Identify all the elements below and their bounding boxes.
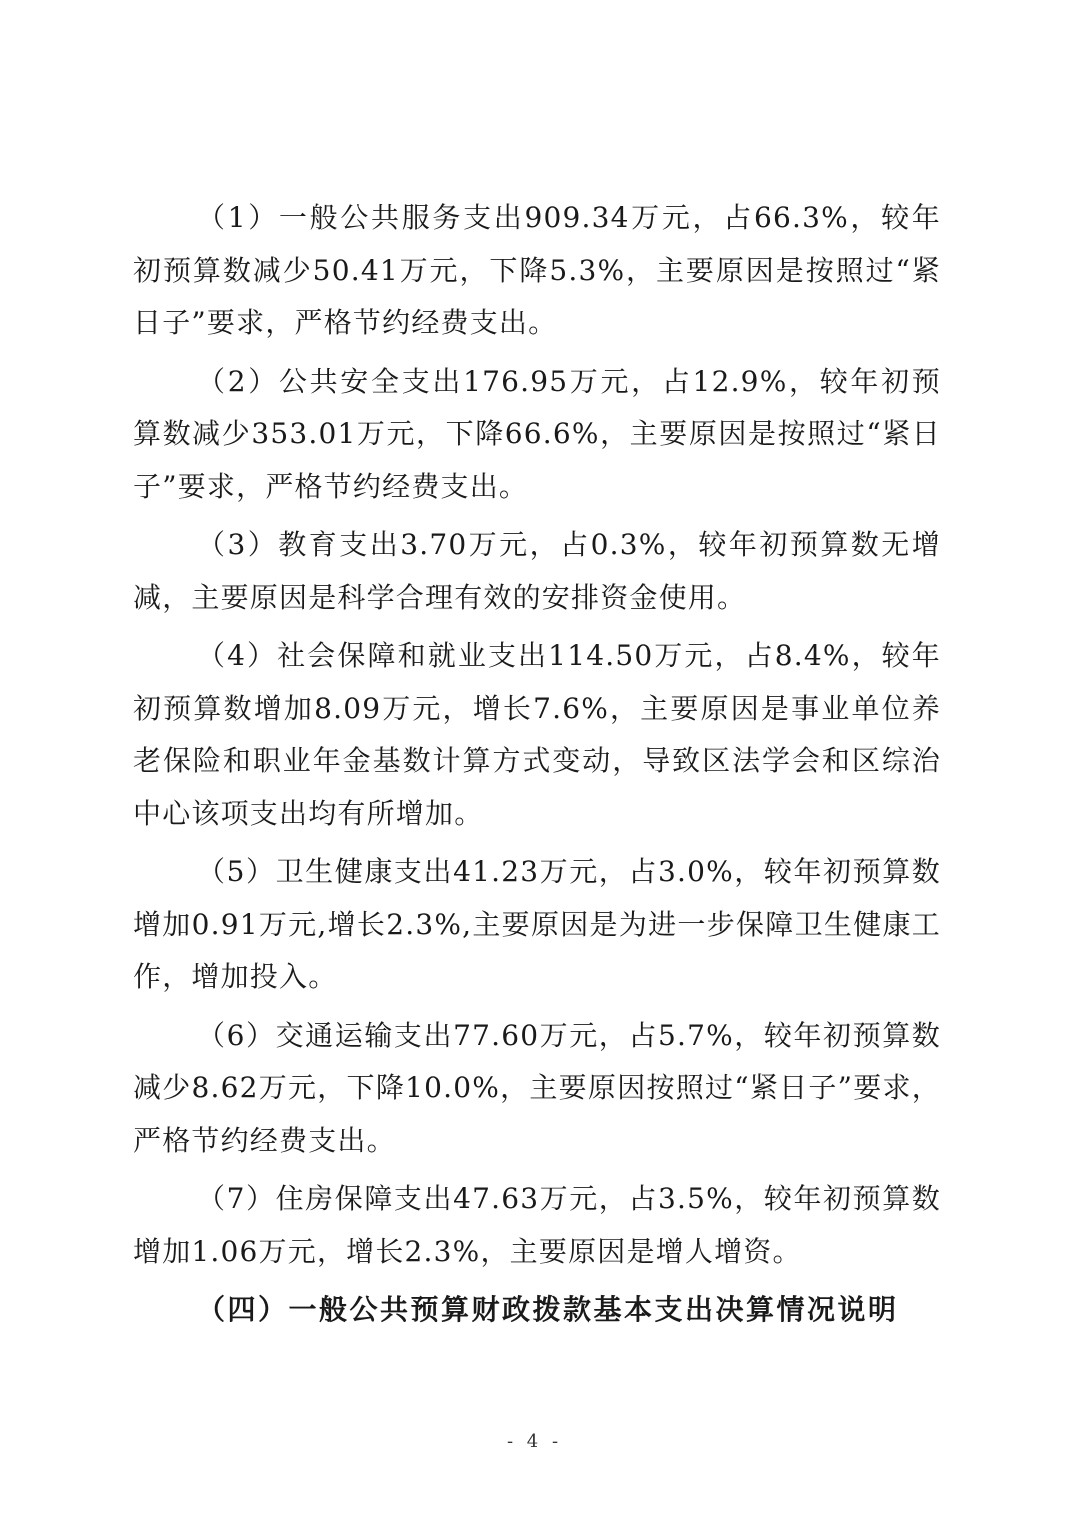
- section-heading: （四）一般公共预算财政拨款基本支出决算情况说明: [197, 1293, 899, 1326]
- paragraph-health: （5）卫生健康支出41.23万元，占3.0%，较年初预算数增加0.91万元,增长2.3%,主要原因是为进一步保障卫生健康工作，增加投入。: [133, 855, 941, 993]
- document-body: [133, 192, 941, 1337]
- paragraph-general-public-services: （1）一般公共服务支出909.34万元，占66.3%，较年初预算数减少50.41万元，下降5.3%，主要原因是按照过“紧日子”要求，严格节约经费支出。: [133, 201, 941, 339]
- page-number: - 4 -: [506, 1431, 563, 1452]
- paragraph-housing: （7）住房保障支出47.63万元，占3.5%，较年初预算数增加1.06万元，增长2.3%，主要原因是增人增资。: [133, 1182, 941, 1268]
- paragraph-public-safety: （2）公共安全支出176.95万元，占12.9%，较年初预算数减少353.01万元，下降66.6%，主要原因是按照过“紧日子”要求，严格节约经费支出。: [133, 364, 941, 503]
- paragraph-social-security: （4）社会保障和就业支出114.50万元，占8.4%，较年初预算数增加8.09万元，增长7.6%，主要原因是事业单位养老保险和职业年金基数计算方式变动，导致区法学会和区综治中心该项支出均有所增加。: [133, 639, 941, 830]
- paragraph-education: （3）教育支出3.70万元，占0.3%，较年初预算数无增减，主要原因是科学合理有效的安排资金使用。: [133, 528, 941, 614]
- paragraph-transportation: （6）交通运输支出77.60万元，占5.7%，较年初预算数减少8.62万元，下降10.0%，主要原因按照过“紧日子”要求，严格节约经费支出。: [133, 1018, 941, 1157]
